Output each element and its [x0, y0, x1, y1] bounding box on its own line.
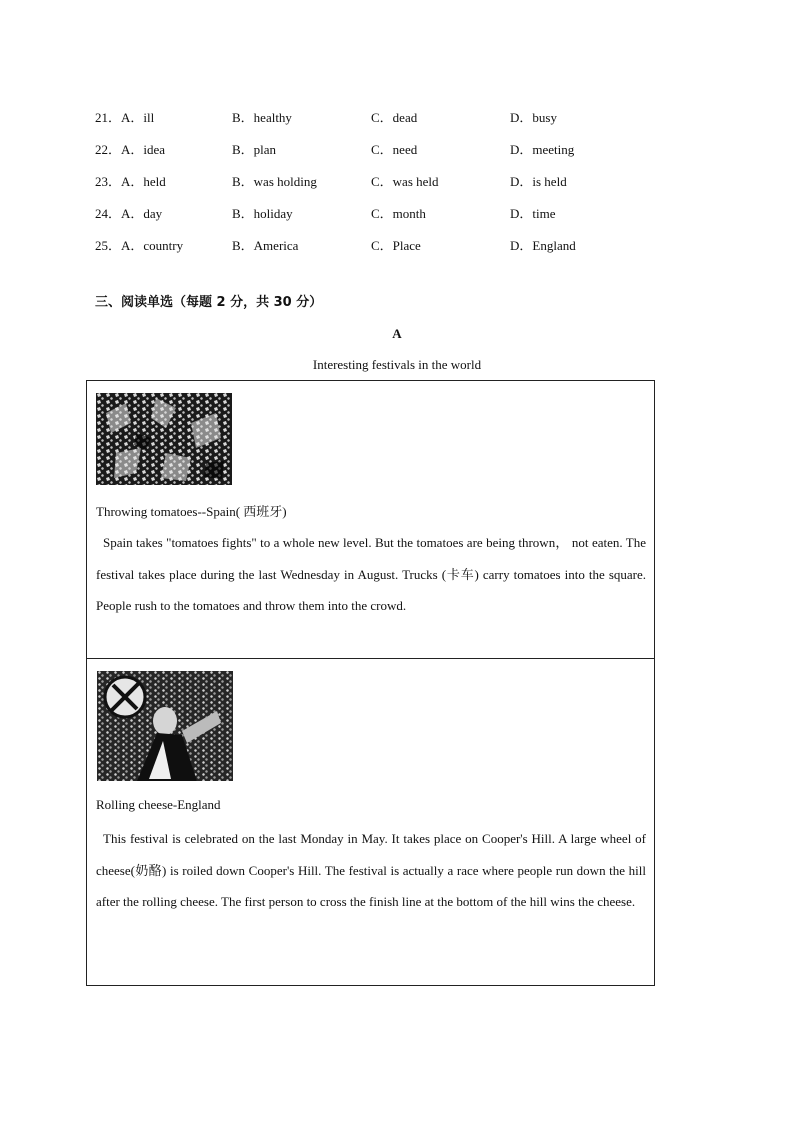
- option-d: D．meeting: [510, 141, 575, 157]
- festival-cell: [87, 658, 654, 985]
- option-a: 21．A．ill: [95, 109, 155, 125]
- section-heading: 三、阅读单选（每题 2 分，共 30 分）: [95, 295, 323, 310]
- festival-name: Throwing tomatoes--Spain( 西班牙): [96, 504, 287, 519]
- question-row: [95, 132, 695, 164]
- option-d: D．is held: [510, 173, 567, 189]
- cheese-race-photo: [97, 671, 233, 781]
- festival-name: Rolling cheese-England: [96, 797, 221, 812]
- option-c: C．dead: [371, 109, 418, 125]
- festival-table: [86, 380, 655, 986]
- option-b: B．was holding: [232, 173, 317, 189]
- festival-cell: [87, 381, 654, 658]
- tomato-crowd-photo: [96, 393, 232, 485]
- option-c: C．need: [371, 141, 418, 157]
- question-row: [95, 228, 695, 260]
- option-a: 22．A．idea: [95, 141, 166, 157]
- option-a: 25．A．country: [95, 237, 184, 253]
- passage-letter: A: [392, 326, 402, 341]
- question-row: [95, 196, 695, 228]
- option-c: C．was held: [371, 173, 439, 189]
- option-d: D．busy: [510, 109, 557, 125]
- option-d: D．England: [510, 237, 576, 253]
- option-b: B．holiday: [232, 205, 293, 221]
- option-b: B．healthy: [232, 109, 292, 125]
- passage-title: Interesting festivals in the world: [312, 357, 482, 372]
- option-d: D．time: [510, 205, 556, 221]
- multiple-choice-list: [95, 100, 695, 260]
- option-c: C．Place: [371, 237, 421, 253]
- option-b: B．America: [232, 237, 299, 253]
- festival-description: This festival is celebrated on the last Monday in May. It takes place on Cooper's Hill. A large wheel of cheese(奶酪) is roiled down Cooper's Hill. The festival is actually a race where people run down the hill after the rolling cheese. The first person to cross the finish line at the bottom of the hill wins the cheese.: [96, 831, 646, 909]
- festival-description: Spain takes "tomatoes fights" to a whole new level. But the tomatoes are being thrown， not eaten. The festival takes place during the last Wednesday in August. Trucks (卡车) carry tomatoes into the square. People rush to the tomatoes and throw them into the crowd.: [96, 535, 646, 613]
- option-a: 23．A．held: [95, 173, 166, 189]
- question-row: [95, 164, 695, 196]
- option-a: 24．A．day: [95, 205, 163, 221]
- question-row: [95, 100, 695, 132]
- option-b: B．plan: [232, 141, 277, 157]
- option-c: C．month: [371, 205, 426, 221]
